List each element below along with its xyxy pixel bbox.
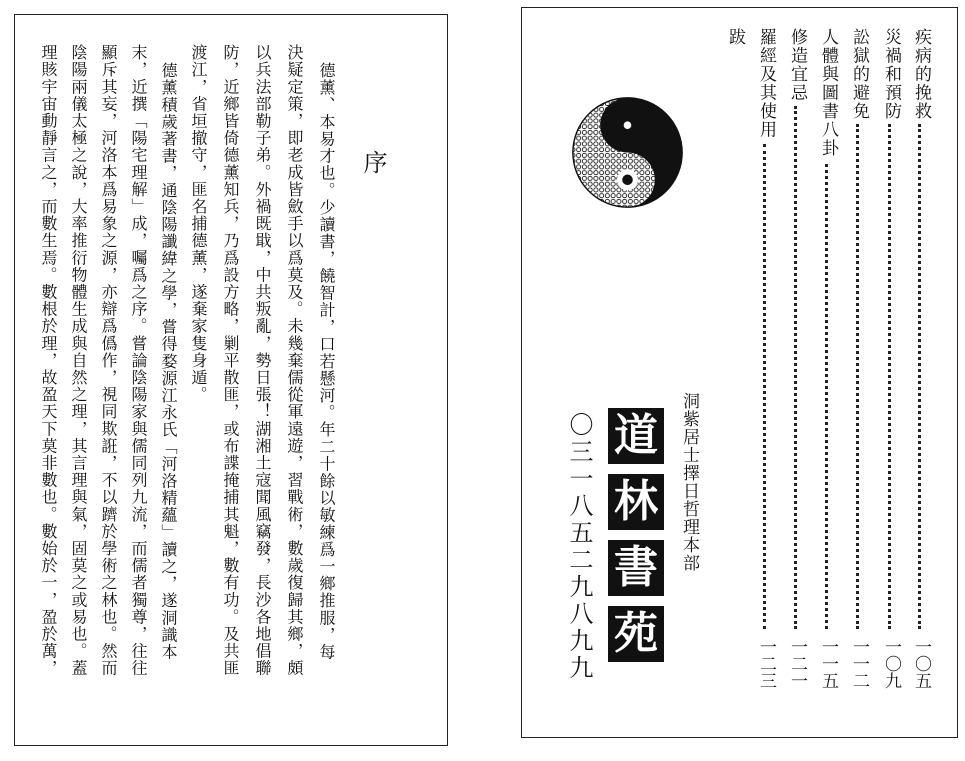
preface-column: 陰陽兩儀太極之說，大率推衍物體生成與自然之理，其言理與氣，固莫之或易也。蓋	[69, 44, 88, 677]
toc-entry	[726, 28, 744, 693]
toc-entry-title: 跋	[725, 28, 745, 47]
toc-entry	[850, 28, 868, 693]
toc-entry-page: 一二三	[756, 638, 776, 689]
preface-column: 理賅宇宙動靜言之，而數生焉。數根於理，故盈天下莫非數也。數始於一，盈於萬，	[39, 44, 58, 677]
preface-column: 防，近鄉皆倚德薰知兵，乃爲設方略，剿平散匪，或布諜掩捕其魁，數有功。及共匪	[221, 44, 240, 677]
toc-leader-dots	[856, 124, 859, 629]
toc-entry-title: 災禍和預防	[881, 28, 901, 121]
preface-column: 德薰、本易才也。少讀書，饒智計，口若懸河。年二十餘以敏練爲一鄉推服，每	[317, 62, 336, 661]
publisher-subtitle: 洞紫居士擇日哲理本部	[679, 392, 699, 572]
toc-entry	[819, 28, 837, 693]
toc-leader-dots	[763, 144, 766, 629]
toc-entry-page: 一一五	[818, 638, 838, 689]
toc-entry	[882, 28, 900, 693]
toc-leader-dots	[825, 164, 828, 629]
preface-title: 序	[359, 150, 387, 174]
publisher-name-char: 道	[608, 408, 664, 464]
publisher-name	[608, 408, 664, 662]
yin-yang-icon	[570, 95, 685, 210]
preface-column: 以兵法部勒子弟。外禍既戢，中共叛亂，勢日張！湖湘土寇聞風竊發，長沙各地倡聯	[253, 44, 272, 677]
preface-column: 決疑定策，即老成皆斂手以爲莫及。未幾棄儒從軍遠遊，習戰術，數歲復歸其鄉，頗	[285, 44, 304, 677]
toc-entry	[788, 28, 806, 693]
toc-entry-page: 一一二	[849, 638, 869, 689]
publisher-name-char: 苑	[608, 606, 664, 662]
toc-entry	[912, 28, 930, 693]
toc-leader-dots	[794, 106, 797, 629]
toc-entry-title: 疾病的挽救	[911, 28, 931, 121]
preface-column: 渡江，省垣撤守，匪名捕德薰，遂棄家隻身遁。	[189, 44, 208, 404]
preface-column: 顯斥其妄，河洛本爲易象之源，亦辯爲僞作，視同欺誑，不以躋於學術之林也。然而	[99, 44, 118, 677]
toc-entry-title: 羅經及其使用	[756, 28, 776, 139]
toc-entry-page: 一二一	[787, 638, 807, 689]
publisher-name-char: 林	[608, 474, 664, 530]
publisher-name-char: 書	[608, 540, 664, 596]
preface-column: 末，近撰「陽宅理解」成，囑爲之序。嘗論陰陽家與儒同列九流，而儒者獨尊，往往	[129, 44, 148, 677]
toc-entry-title: 訟獄的避免	[849, 28, 869, 121]
toc-entry	[757, 28, 775, 693]
toc-entry-page: 一〇九	[881, 638, 901, 689]
toc-leader-dots	[888, 124, 891, 629]
preface-column: 德薰積歲著書，通陰陽讖緯之學，嘗得婺源江永氏「河洛精蘊」讀之，遂洞識本	[159, 62, 178, 661]
publisher-phone: 〇三一八五二九八九九	[565, 412, 593, 682]
toc-entry-title: 修造宜忌	[787, 28, 807, 102]
toc-entry-title: 人體與圖書八卦	[818, 28, 838, 158]
toc-entry-page: 一〇五	[911, 638, 931, 689]
toc-leader-dots	[918, 124, 921, 629]
